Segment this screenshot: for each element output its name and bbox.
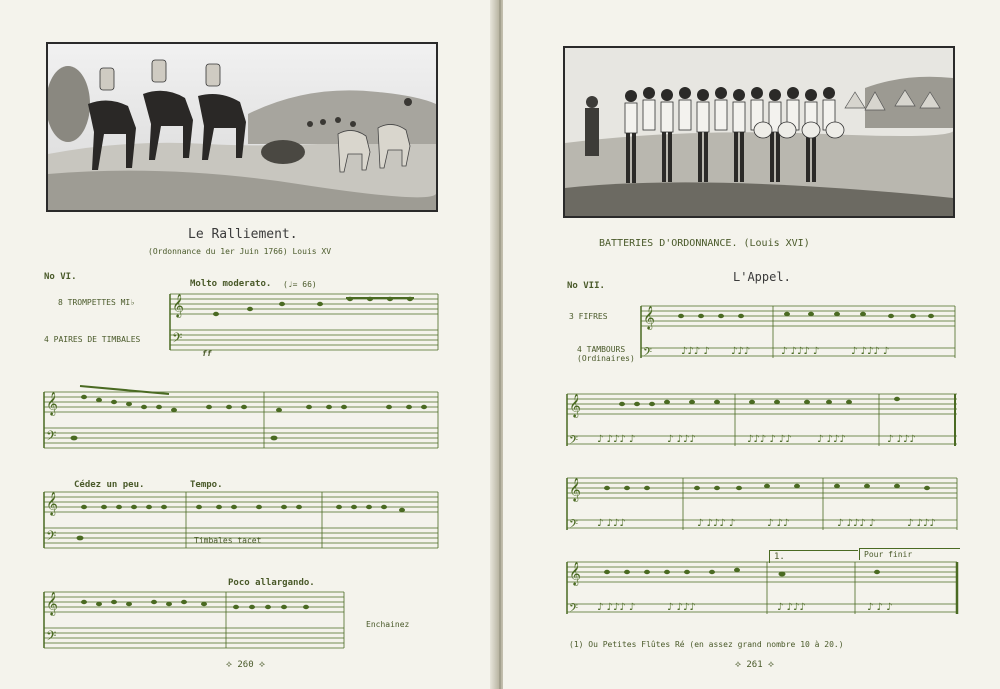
bass-clef: 𝄢: [172, 330, 183, 349]
svg-text:♪ ♪♪♪ ♪: ♪ ♪♪♪ ♪: [781, 346, 820, 357]
piece-subtitle: (Ordonnance du 1er Juin 1766) Louis XV: [148, 247, 332, 256]
cedez-marking: Cédez un peu.: [74, 480, 145, 490]
enchainez-label: Enchainez: [366, 620, 410, 629]
svg-text:♪♪♪: ♪♪♪: [731, 346, 751, 357]
score-system-r4: [567, 558, 959, 620]
svg-text:𝄢: 𝄢: [46, 628, 57, 647]
page-number-left-text: 260: [237, 660, 254, 670]
svg-text:♪ ♪♪♪: ♪ ♪♪♪: [907, 518, 936, 529]
svg-text:𝄞: 𝄞: [569, 477, 581, 501]
svg-text:♪♪♪ ♪ ♪♪: ♪♪♪ ♪ ♪♪: [747, 434, 792, 445]
svg-text:𝄢: 𝄢: [643, 346, 653, 362]
piece-title-right: BATTERIES D'ORDONNANCE. (Louis XVI): [599, 238, 810, 249]
volta-bracket-2: Pour finir: [859, 548, 960, 560]
instrument-label-trumpets: 8 TROMPETTES MI♭: [58, 298, 136, 307]
svg-text:𝄞: 𝄞: [643, 305, 655, 329]
svg-text:𝄢: 𝄢: [569, 602, 579, 618]
page-number-right-text: 261: [746, 660, 763, 670]
svg-text:𝄢: 𝄢: [569, 518, 579, 534]
piece-subtitle-right: L'Appel.: [733, 270, 791, 284]
svg-text:♪ ♪♪♪ ♪: ♪ ♪♪♪ ♪: [851, 346, 890, 357]
svg-text:𝄞: 𝄞: [569, 561, 581, 585]
svg-text:♪ ♪♪♪: ♪ ♪♪♪: [597, 518, 626, 529]
piece-number-right: No VII.: [567, 281, 605, 291]
svg-text:♪ ♪ ♪: ♪ ♪ ♪: [867, 602, 893, 613]
illustration-cavalry: [46, 42, 438, 212]
svg-text:𝄞: 𝄞: [46, 491, 58, 515]
treble-clef: 𝄞: [172, 293, 184, 317]
score-system-1: [170, 290, 440, 352]
svg-text:♪ ♪♪♪ ♪: ♪ ♪♪♪ ♪: [697, 518, 736, 529]
svg-text:♪ ♪♪♪: ♪ ♪♪♪: [667, 602, 696, 613]
allargando-marking: Poco allargando.: [228, 578, 315, 588]
piece-number: No VI.: [44, 272, 77, 282]
score-system-r2: [567, 390, 959, 452]
left-page: [0, 0, 497, 689]
timbales-tacet-label: Timbales tacet: [194, 536, 262, 545]
score-system-4: [44, 588, 346, 650]
piece-title: Le Ralliement.: [188, 227, 298, 242]
svg-text:♪ ♪♪♪ ♪: ♪ ♪♪♪ ♪: [837, 518, 876, 529]
svg-text:𝄢: 𝄢: [569, 434, 579, 450]
score-system-r3: [567, 474, 959, 536]
tempo-marking-2: Tempo.: [190, 480, 223, 490]
svg-text:♪ ♪♪♪ ♪: ♪ ♪♪♪ ♪: [597, 602, 636, 613]
score-system-2: [44, 388, 440, 450]
svg-text:𝄢: 𝄢: [46, 528, 57, 547]
dynamic-ff: ff: [202, 349, 212, 358]
instrument-label-drums: 4 TAMBOURS: [577, 345, 626, 354]
volta-bracket-1: 1.: [769, 550, 858, 563]
svg-text:♪ ♪♪♪: ♪ ♪♪♪: [817, 434, 846, 445]
instrument-label-drums-sub: (Ordinaires): [577, 354, 635, 363]
svg-text:♪♪♪ ♪: ♪♪♪ ♪: [681, 346, 710, 357]
illustration-fife-and-drum-corps: [563, 46, 955, 218]
instrument-label-timpani: 4 PAIRES DE TIMBALES: [44, 335, 141, 344]
svg-text:♪ ♪♪♪: ♪ ♪♪♪: [667, 434, 696, 445]
instrument-label-fifes: 3 FIFRES: [569, 312, 608, 321]
svg-text:♪ ♪♪♪ ♪: ♪ ♪♪♪ ♪: [597, 434, 636, 445]
tempo-marking: Molto moderato.: [190, 279, 272, 289]
page-number-left: ⟡ 260 ⟡: [226, 660, 266, 670]
svg-text:𝄞: 𝄞: [569, 393, 581, 417]
svg-text:𝄞: 𝄞: [46, 391, 58, 415]
svg-text:𝄢: 𝄢: [46, 428, 57, 447]
right-page: [503, 0, 1000, 689]
score-system-r1: [641, 302, 957, 364]
svg-text:♪ ♪♪♪: ♪ ♪♪♪: [777, 602, 806, 613]
svg-text:♪ ♪♪♪: ♪ ♪♪♪: [887, 434, 916, 445]
svg-text:𝄞: 𝄞: [46, 591, 58, 615]
svg-text:♪ ♪♪: ♪ ♪♪: [767, 518, 790, 529]
metronome-marking: (♩= 66): [283, 280, 317, 289]
page-number-right: ⟡ 261 ⟡: [735, 660, 775, 670]
footnote: (1) Ou Petites Flûtes Ré (en assez grand nombre 10 à 20.): [569, 640, 844, 649]
